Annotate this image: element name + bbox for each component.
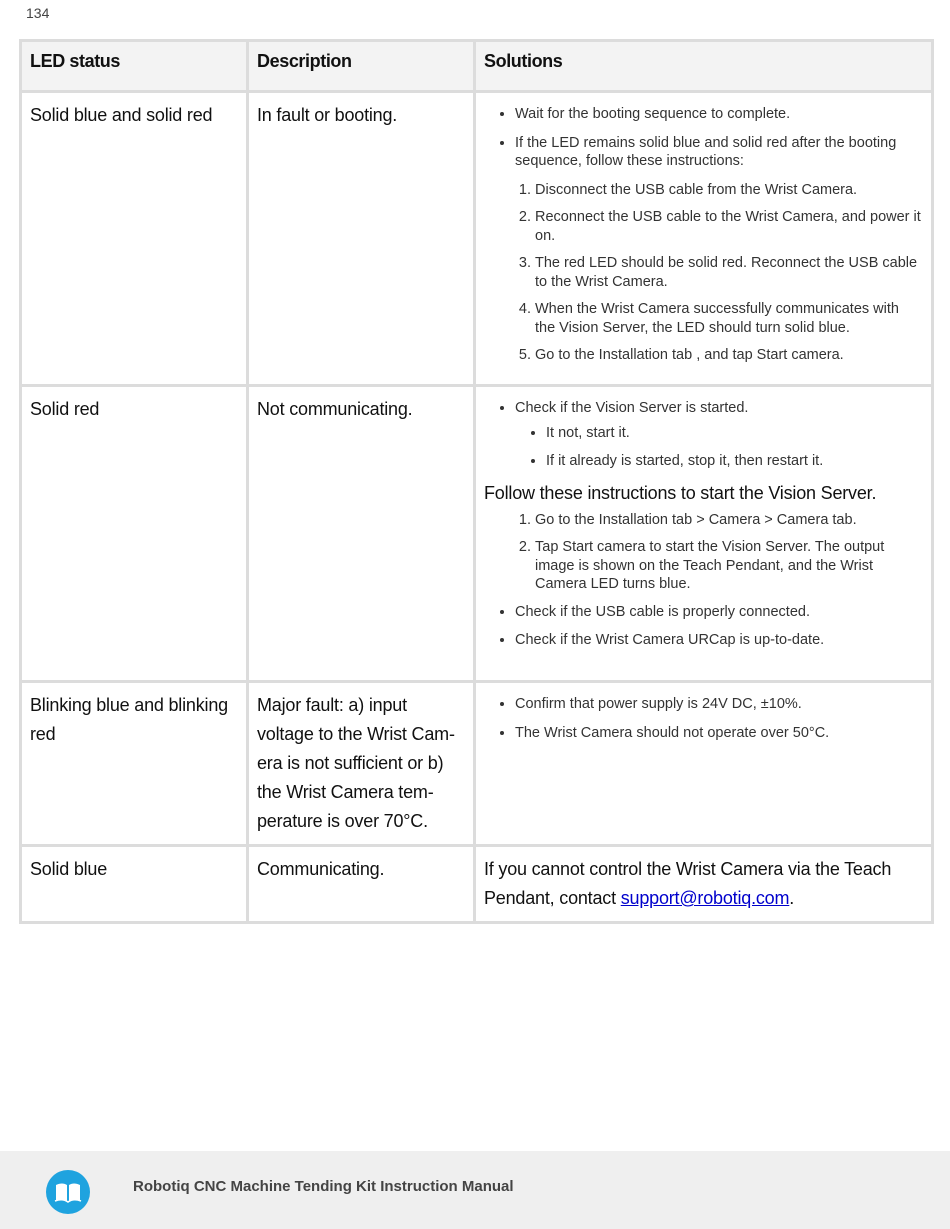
list-item: 2. Reconnect the USB cable to the Wrist Camera, and power it on. bbox=[535, 208, 923, 245]
list-item: • Wait for the booting sequence to complete. bbox=[515, 105, 923, 124]
description-cell: In fault or booting. bbox=[248, 92, 475, 386]
table-row bbox=[21, 386, 933, 682]
list-item: 1. Disconnect the USB cable from the Wrist Camera. bbox=[535, 181, 923, 200]
solution-bullets bbox=[484, 695, 923, 742]
open-book-icon bbox=[46, 1170, 90, 1214]
description-cell: Communicating. bbox=[248, 846, 475, 923]
list-item: • If the LED remains solid blue and solid red after the booting sequence, follow these instructions: bbox=[515, 134, 923, 171]
led-status-cell: Solid blue and solid red bbox=[21, 92, 248, 386]
solution-bullets bbox=[484, 399, 923, 471]
description-cell: Major fault: a) input voltage to the Wrist Cam- era is not sufficient or b) the Wrist Camera tem- perature is over 70°C. bbox=[248, 682, 475, 846]
description-cell: Not communicating. bbox=[248, 386, 475, 682]
solution-sub-bullets bbox=[515, 424, 923, 471]
list-item: 3. The red LED should be solid red. Reconnect the USB cable to the Wrist Camera. bbox=[535, 254, 923, 291]
table-row bbox=[21, 846, 933, 923]
list-item: • If it already is started, stop it, then restart it. bbox=[546, 452, 923, 471]
list-item: 4. When the Wrist Camera successfully communicates with the Vision Server, the LED should turn solid blue. bbox=[535, 300, 923, 337]
table-row bbox=[21, 92, 933, 386]
solutions-cell bbox=[475, 682, 933, 846]
list-item: • Check if the USB cable is properly connected. bbox=[515, 603, 923, 622]
footer-title: Robotiq CNC Machine Tending Kit Instruction Manual bbox=[133, 1178, 514, 1195]
solutions-cell bbox=[475, 386, 933, 682]
list-item: 5. Go to the Installation tab , and tap Start camera. bbox=[535, 346, 923, 365]
led-status-cell: Solid red bbox=[21, 386, 248, 682]
contact-text: If you cannot control the Wrist Camera via the Teach Pendant, contact support@robotiq.com. bbox=[484, 859, 892, 908]
follow-instructions-text: Follow these instructions to start the Vision Server. bbox=[484, 482, 877, 503]
solution-bullets bbox=[484, 105, 923, 171]
list-item: 2. Tap Start camera to start the Vision Server. The output image is shown on the Teach Pendant, and the Wrist Camera LED turns blue. bbox=[535, 538, 923, 594]
solutions-cell bbox=[475, 92, 933, 386]
header-led-status: LED status bbox=[21, 41, 248, 92]
list-item: • Check if the Wrist Camera URCap is up-to-date. bbox=[515, 631, 923, 650]
solution-bullets bbox=[484, 603, 923, 650]
led-status-table bbox=[19, 39, 934, 924]
list-item: • Check if the Vision Server is started. • It not, start it. • If it already is started, stop it, then restart it. bbox=[515, 399, 923, 471]
table-header-row bbox=[21, 41, 933, 92]
list-item: • It not, start it. bbox=[546, 424, 923, 443]
table-row bbox=[21, 682, 933, 846]
header-description: Description bbox=[248, 41, 475, 92]
support-email-link[interactable]: support@robotiq.com bbox=[620, 888, 790, 908]
solutions-cell bbox=[475, 846, 933, 923]
solution-steps bbox=[484, 511, 923, 594]
list-item: • The Wrist Camera should not operate over 50°C. bbox=[515, 724, 923, 743]
led-status-cell: Solid blue bbox=[21, 846, 248, 923]
list-item: 1. Go to the Installation tab > Camera > Camera tab. bbox=[535, 511, 923, 530]
led-status-cell: Blinking blue and blinking red bbox=[21, 682, 248, 846]
page-footer bbox=[0, 1151, 950, 1229]
header-solutions: Solutions bbox=[475, 41, 933, 92]
page-number: 134 bbox=[26, 5, 50, 21]
solution-steps bbox=[484, 181, 923, 365]
list-item: • Confirm that power supply is 24V DC, ±10%. bbox=[515, 695, 923, 714]
